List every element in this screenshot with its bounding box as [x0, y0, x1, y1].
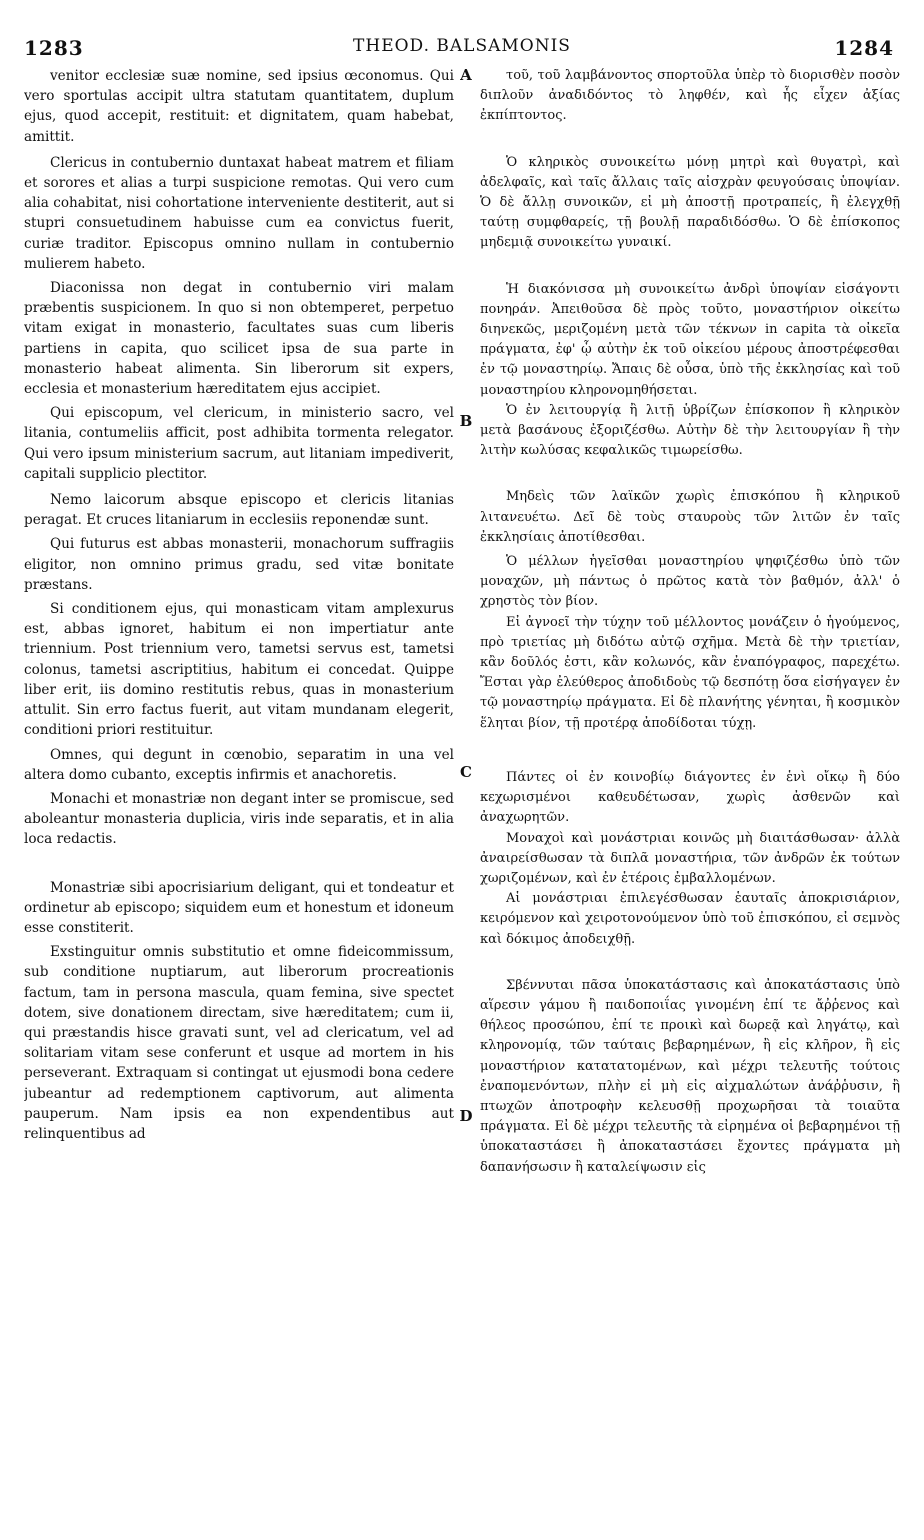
greek-column — [480, 66, 900, 1526]
greek-paragraph: Αἱ μονάστριαι ἐπιλεγέσθωσαν ἑαυταῖς ἀποκρισιάριον, κειρόμενον καὶ χειροτονούμενον ὑπὸ τοῦ ἐπισκόπου, εἰ σεμνὸς καὶ δόκιμος ἀποδειχθῇ. — [480, 891, 900, 947]
latin-column — [24, 66, 454, 1526]
greek-paragraph: Πάντες οἱ ἐν κοινοβίῳ διάγοντες ἐν ἑνὶ οἴκῳ ἢ δύο κεχωρισμένοι καθευδέτωσαν, χωρὶς ἀσθενῶν καὶ ἀναχωρητῶν. — [480, 769, 900, 826]
latin-paragraph: Nemo laicorum absque episcopo et clericis litanias peragat. Et cruces litaniarum in ecclesiis reponendæ sunt. — [24, 492, 454, 529]
section-label-c: C — [460, 763, 472, 781]
latin-paragraph: venitor ecclesiæ suæ nomine, sed ipsius œconomus. Qui vero sportulas accipit ultra statutam quantitatem, duplum ejus, quod accepit, restituit: et dignitatem, quam habebat, amittit. — [24, 68, 454, 145]
section-label-d: D — [459, 1107, 473, 1125]
latin-paragraph: Monachi et monastriæ non degant inter se promiscue, sed aboleantur monasteria duplicia, viris inde separatis, et in alia loca redactis. — [24, 790, 454, 848]
greek-paragraph: Ἡ διακόνισσα μὴ συνοικείτω ἀνδρὶ ὑποψίαν εἰσάγοντι πονηράν. Ἀπειθοῦσα δὲ πρὸς τοῦτο, μοναστήριον οἰκείτω διηνεκῶς, μεριζομένη μετὰ τῶν τέκνων in capita τὰ οἰκεῖα πράγματα, ἐφ' ᾧ αὐτὴν ἐκ τοῦ οἰκείου μέρους ἀποστρέφεσθαι ἐν τῷ μοναστηρίῳ. Ἄπαις δὲ οὖσα, ὑπὸ τῆς ἐκκλησίας καὶ τοῦ μοναστηρίου κληρονομηθήσεται. — [480, 281, 900, 398]
latin-paragraph: Exstinguitur omnis substitutio et omne fideicommissum, sub conditione nuptiarum, aut liberorum procreationis factum, tam in persona mascula, quam femina, sive spectet dotem, sive donationem directam, sive hæreditatem; cum ii, qui præstandis hisce gravati sunt, vel ad clericatum, vel ad solitariam vitam sese conferunt et usque ad mortem in his perseverant. Extraquam si contingat ut ejusmodi bona cedere jubeantur ad redemptionem captivorum, aut alimenta pauperum. Nam ipsis ea non expendentibus aut relinquentibus ad — [24, 944, 454, 1142]
section-label-a: A — [460, 66, 472, 84]
greek-paragraph: Ὁ κληρικὸς συνοικείτω μόνῃ μητρὶ καὶ θυγατρὶ, καὶ ἀδελφαῖς, καὶ ταῖς ἄλλαις ταῖς αἰσχρὰν φευγούσαις ὑποψίαν. Ὁ δὲ ἄλλῃ συνοικῶν, εἰ μὴ ἀποστῇ προτραπείς, ἢ ἐλεγχθῇ ταύτῃ συμφθαρείς, τῇ βουλῇ παραδιδόσθω. Ὁ δὲ ἐπίσκοπος μηδεμιᾷ συνοικείτω γυναικί. — [480, 154, 900, 251]
greek-paragraph: Εἰ ἀγνοεῖ τὴν τύχην τοῦ μέλλοντος μονάζειν ὁ ἡγούμενος, πρὸ τριετίας μὴ διδότω αὐτῷ σχῆμα. Μετὰ δὲ τὴν τριετίαν, κἂν δοῦλός ἐστι, κἂν κολωνός, κἂν ἐναπόγραφος, παρεχέτω. Ἔσται γὰρ ἐλεύθερος ἀποδιδοὺς τῷ δεσπότῃ ὅσα εἰσήγαγεν ἐν τῷ μοναστηρίῳ πράγματα. Εἰ δὲ πλανήτης γένηται, ἢ κοσμικὸν ἕληται βίον, τῇ προτέρᾳ ἀποδίδοται τύχῃ. — [480, 614, 900, 731]
page-number-right: 1284 — [834, 36, 894, 60]
latin-paragraph: Qui futurus est abbas monasterii, monachorum suffragiis eligitor, non omnino primus gradu, sed vitæ bonitate præstans. — [24, 536, 454, 593]
greek-paragraph: Μηδεὶς τῶν λαϊκῶν χωρὶς ἐπισκόπου ἢ κληρικοῦ λιτανευέτω. Δεῖ δὲ τοὺς σταυροὺς τῶν λιτῶν ἐν ταῖς ἐκκλησίαις ἀποτίθεσθαι. — [480, 489, 900, 545]
running-title: THEOD. BALSAMONIS — [353, 36, 571, 56]
section-label-b: B — [459, 412, 473, 430]
latin-paragraph: Qui episcopum, vel clericum, in ministerio sacro, vel litania, contumeliis afficit, post adhibita tormenta relegator. Qui vero ipsum ministerium sacrum, aut litaniam impediverit, capitali supplicio plectitor. — [24, 405, 454, 482]
latin-paragraph: Omnes, qui degunt in cœnobio, separatim in una vel altera domo cubanto, exceptis infirmis et anachoretis. — [24, 746, 454, 783]
greek-paragraph: Ὁ μέλλων ἡγεῖσθαι μοναστηρίου ψηφιζέσθω ὑπὸ τῶν μοναχῶν, μὴ πάντως ὁ πρῶτος κατὰ τὸν βαθμόν, ἀλλ' ὁ χρηστὸς τὸν βίον. — [480, 554, 900, 610]
greek-paragraph: Μοναχοὶ καὶ μονάστριαι κοινῶς μὴ διαιτάσθωσαν· ἀλλὰ ἀναιρείσθωσαν τὰ διπλᾶ μοναστήρια, τῶν ἀνδρῶν ἐκ τούτων χωριζομένων, καὶ ἐν ἑτέροις ἐμβαλλομένων. — [480, 830, 900, 886]
latin-paragraph: Clericus in contubernio duntaxat habeat matrem et filiam et sorores et alias a turpi suspicione remotas. Qui vero cum alia cohabitat, nisi cohortatione interveniente destiterit, aut si stupri consuetudinem habuisse cum ea convictus fuerit, curiæ traditor. Episcopus omnino nullam in contubernio mulierem habeto. — [24, 154, 454, 272]
latin-paragraph: Monastriæ sibi apocrisiarium deligant, qui et tondeatur et ordinetur ab episcopo; siquidem eum et honestum et idoneum esse constiterit. — [24, 879, 454, 936]
latin-paragraph: Diaconissa non degat in contubernio viri malam præbentis suspicionem. In quo si non obtemperet, perpetuo vitam exigat in monasterio, facultates suas cum liberis partiens in capita, quo scilicet ipsa de sua parte in monasterio habeat alimenta. Sin liberorum sit expers, ecclesia et monasterium hæreditatem ejus accipiet. — [24, 280, 454, 398]
greek-paragraph: τοῦ, τοῦ λαμβάνοντος σπορτοῦλα ὑπὲρ τὸ διορισθὲν ποσὸν διπλοῦν ἀναδιδόντος τὸ ληφθέν, καὶ ἧς εἶχεν ἀξίας ἐκπίπτοντος. — [480, 68, 900, 124]
page-header — [0, 26, 924, 60]
greek-paragraph: Ὁ ἐν λειτουργίᾳ ἢ λιτῇ ὑβρίζων ἐπίσκοπον ἢ κληρικὸν μετὰ βασάνους ἐξοριζέσθω. Αὐτὴν δὲ τὴν λειτουργίαν ἢ τὴν λιτὴν κωλύσας κεφαλικῶς τιμωρείσθω. — [480, 402, 900, 459]
page-number-left: 1283 — [24, 36, 84, 60]
latin-paragraph: Si conditionem ejus, qui monasticam vitam amplexurus est, abbas ignoret, habitum ei non impertiatur ante triennium. Post triennium vero, tametsi servus est, tametsi colonus, tametsi ascriptitius, habitum ei concedat. Quippe liber erit, iis domino restitutis rebus, quas in monasterium attulit. Sin erro factus fuerit, aut vitam mundanam elegerit, conditioni priori restituitur. — [24, 601, 454, 739]
greek-paragraph: Σβέννυται πᾶσα ὑποκατάστασις καὶ ἀποκατάστασις ὑπὸ αἵρεσιν γάμου ἢ παιδοποιΐας γινομένη ἐπί τε ἄῤῥενος καὶ θήλεος προσώπου, ἐπί τε προικὶ καὶ δωρεᾷ καὶ ληγάτῳ, καὶ κληρονομίᾳ, τῶν ταύταις βεβαρημένων, ἢ εἰς κλῆρον, ἢ εἰς μοναστήριον κατατατομένων, καὶ μέχρι τελευτῆς τούτοις ἐναπομενόντων, πλὴν εἰ μὴ εἰς αἰχμαλώτων ἀνάῤῥυσιν, ἢ πτωχῶν ἀποτροφὴν κελευσθῇ προχωρῆσαι τὰ τοιαῦτα πράγματα. Εἰ δὲ μέχρι τελευτῆς τὰ εἰρημένα οἱ βεβαρημένοι τῇ ὑποκαταστάσει ἢ ἀποκαταστάσει ἔχοντες πράγματα μὴ δαπανήσωσιν ἢ καταλείψωσιν εἰς — [480, 977, 900, 1175]
